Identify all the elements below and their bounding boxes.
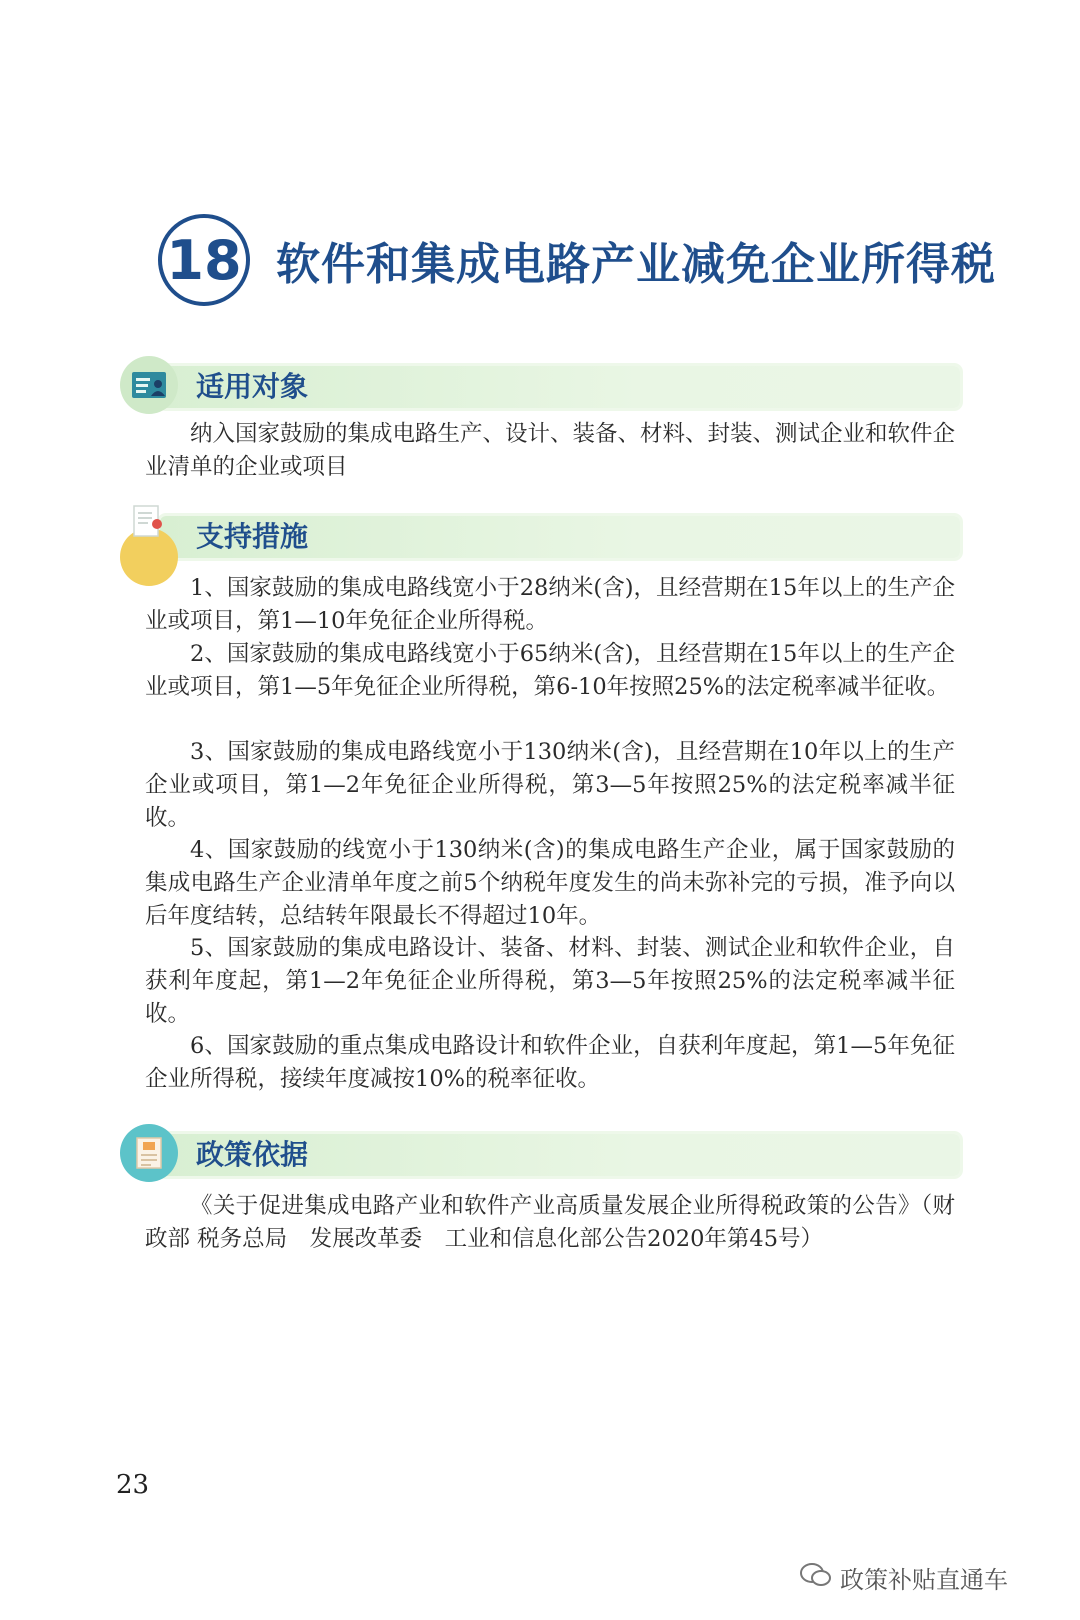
section-title: 适用对象	[196, 370, 309, 403]
wechat-icon	[800, 1562, 832, 1594]
paragraph: 《关于促进集成电路产业和软件产业高质量发展企业所得税政策的公告》（财政部 税务总局 发展改革委 工业和信息化部公告2020年第45号）	[145, 1193, 955, 1252]
title-text: 软件和集成电路产业减免企业所得税	[276, 239, 996, 290]
document-icon	[120, 1124, 178, 1182]
paragraph: 3、国家鼓励的集成电路线宽小于130纳米(含)，且经营期在10年以上的生产企业或项目，第1—2年免征企业所得税，第3—5年按照25%的法定税率减半征收。	[145, 739, 955, 831]
section-title: 支持措施	[196, 520, 309, 553]
section-header-measures	[120, 506, 960, 570]
section-header-applicable	[120, 356, 960, 420]
page-title	[158, 214, 996, 306]
paragraph: 2、国家鼓励的集成电路线宽小于65纳米(含)，且经营期在15年以上的生产企业或项目，第1—5年免征企业所得税，第6-10年按照25%的法定税率减半征收。	[145, 641, 955, 700]
paragraph: 5、国家鼓励的集成电路设计、装备、材料、封装、测试企业和软件企业，自获利年度起，第1—2年免征企业所得税，第3—5年按照25%的法定税率减半征收。	[145, 935, 955, 1027]
paragraph: 1、国家鼓励的集成电路线宽小于28纳米(含)，且经营期在15年以上的生产企业或项目，第1—10年免征企业所得税。	[145, 575, 955, 634]
paragraph: 纳入国家鼓励的集成电路生产、设计、装备、材料、封装、测试企业和软件企业清单的企业或项目	[145, 421, 956, 480]
id-card-icon	[120, 356, 178, 414]
section-number-badge: 18	[158, 214, 250, 306]
paragraph: 4、国家鼓励的线宽小于130纳米(含)的集成电路生产企业，属于国家鼓励的集成电路生产企业清单年度之前5个纳税年度发生的尚未弥补完的亏损，准予向以后年度结转，总结转年限最长不得超过10年。	[145, 837, 955, 929]
page-number: 23	[116, 1470, 150, 1500]
watermark	[800, 1560, 1008, 1595]
watermark-text: 政策补贴直通车	[840, 1566, 1008, 1594]
section-header-basis	[120, 1124, 960, 1188]
section-title: 政策依据	[196, 1138, 309, 1171]
paragraph: 6、国家鼓励的重点集成电路设计和软件企业，自获利年度起，第1—5年免征企业所得税，接续年度减按10%的税率征收。	[145, 1033, 955, 1092]
